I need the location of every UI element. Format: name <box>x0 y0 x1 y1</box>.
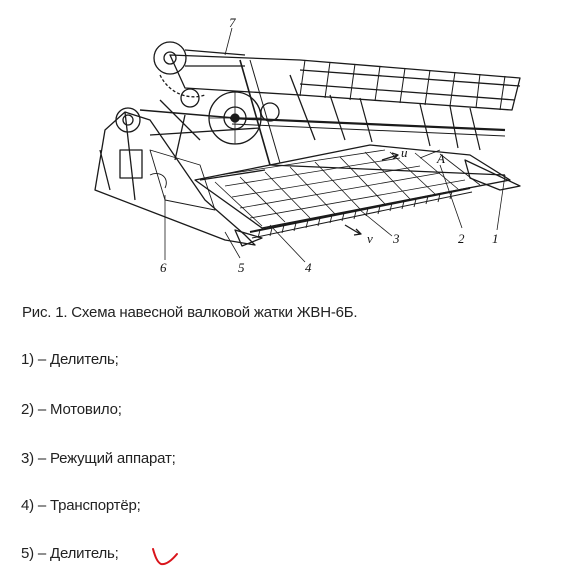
figure-caption: Рис. 1. Схема навесной валковой жатки ЖВН-6Б. <box>22 304 358 321</box>
list-item: 2) – Мотовило; <box>21 401 122 418</box>
callout-3: 3 <box>393 231 400 246</box>
callout-4: 4 <box>305 260 312 275</box>
mark-a: A <box>437 151 445 166</box>
callout-2: 2 <box>458 231 465 246</box>
callout-5: 5 <box>238 260 245 275</box>
list-item: 5) – Делитель; <box>21 545 119 562</box>
mark-v: v <box>367 231 373 246</box>
list-item: 3) – Режущий аппарат; <box>21 450 176 467</box>
callout-7: 7 <box>229 15 236 30</box>
list-item: 1) – Делитель; <box>21 351 119 368</box>
mark-u: u <box>401 145 408 160</box>
callout-6: 6 <box>160 260 167 275</box>
red-checkmark-icon <box>148 543 182 569</box>
callout-1: 1 <box>492 231 499 246</box>
header-machine-diagram <box>0 0 579 285</box>
list-item: 4) – Транспортёр; <box>21 497 141 514</box>
